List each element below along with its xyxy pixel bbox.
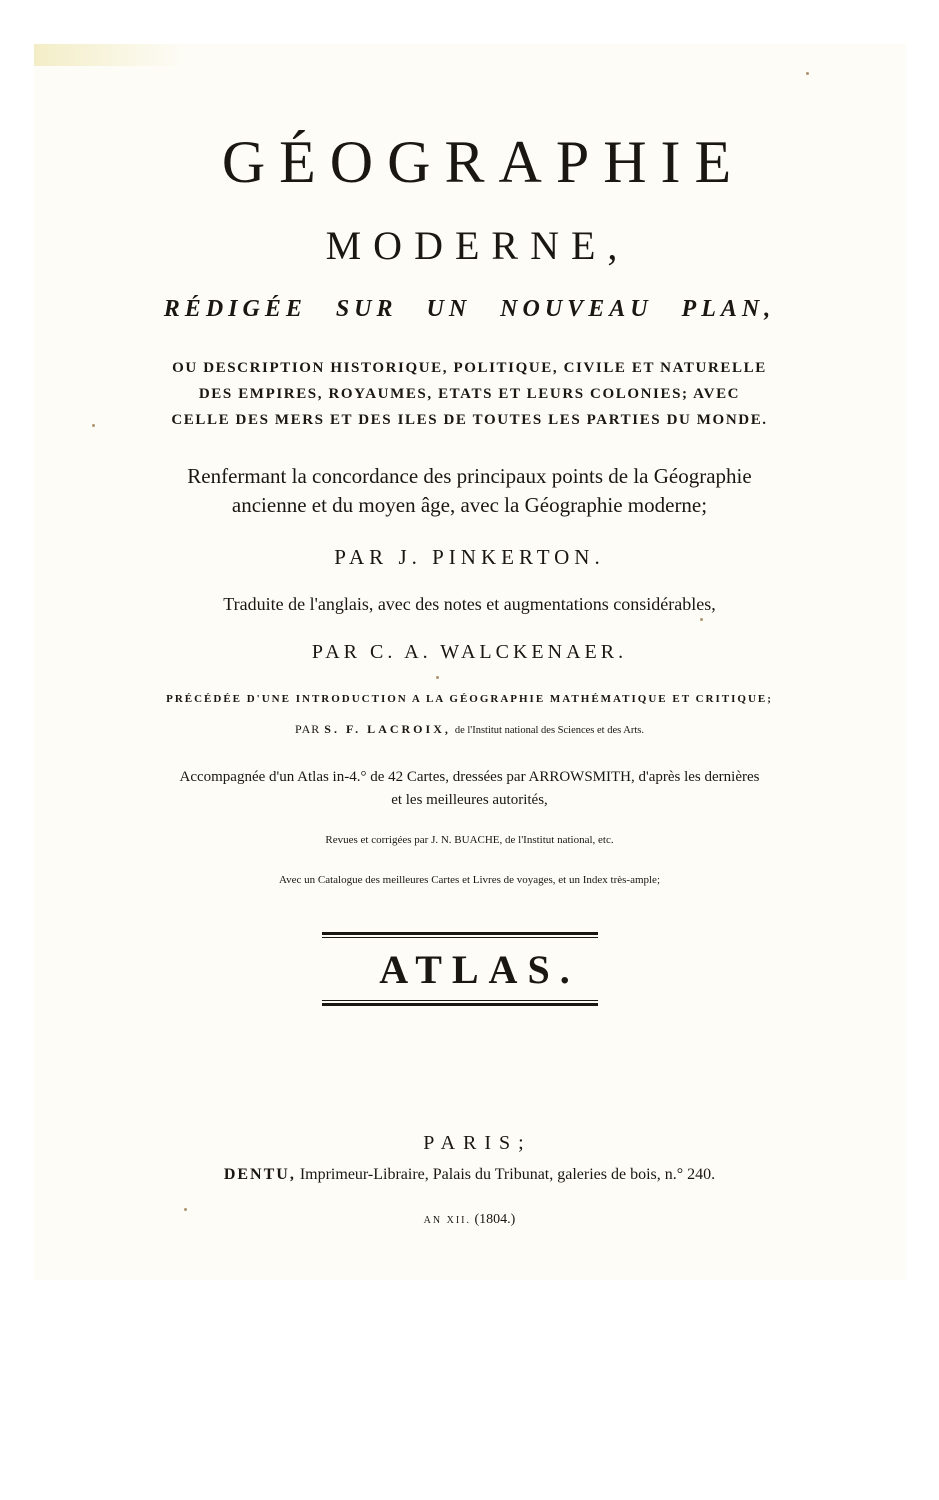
imprint-year-line xyxy=(0,1212,939,1228)
description-line-3: CELLE DES MERS ET DES ILES DE TOUTES LES PARTIES DU MONDE. xyxy=(171,412,768,428)
accompagnee-line-1: Accompagnée d'un Atlas in-4.° de 42 Cartes, dressées par ARROWSMITH, d'après les dernières xyxy=(179,769,760,785)
translation-line: Traduite de l'anglais, avec des notes et augmentations considérables, xyxy=(223,594,716,614)
paper-speck xyxy=(436,676,439,679)
title-second: MODERNE, xyxy=(325,223,630,268)
accompagnee-line-2: et les meilleures autorités, xyxy=(391,792,548,808)
imprint-publisher-line xyxy=(0,1166,939,1184)
bottom-double-rule-thin xyxy=(322,1000,598,1001)
paper-speck xyxy=(806,72,809,75)
top-double-rule-thick xyxy=(322,932,598,935)
title-main: GÉOGRAPHIE xyxy=(221,129,746,195)
imprint-city: PARIS; xyxy=(423,1132,532,1154)
subtitle: RÉDIGÉE SUR UN NOUVEAU PLAN, xyxy=(163,296,776,322)
renfermant-line-1: Renfermant la concordance des principaux points de la Géographie xyxy=(187,464,752,488)
bottom-double-rule-thick xyxy=(322,1003,598,1006)
paper-speck xyxy=(700,618,703,621)
paper-speck xyxy=(184,1208,187,1211)
imprint-year: (1804.) xyxy=(474,1212,516,1227)
top-double-rule-thin xyxy=(322,937,598,938)
lacroix-rest: de l'Institut national des Sciences et des Arts. xyxy=(454,725,644,736)
author-line: PAR J. PINKERTON. xyxy=(334,545,605,569)
imprint-address: Imprimeur-Libraire, Palais du Tribunat, galeries de bois, n.° 240. xyxy=(299,1166,716,1183)
lacroix-name: S. F. LACROIX, xyxy=(324,722,451,736)
paper-speck xyxy=(92,424,95,427)
imprint-year-label: AN XII. xyxy=(423,1215,471,1226)
renfermant-line-2: ancienne et du moyen âge, avec la Géographie moderne; xyxy=(231,493,708,517)
translator-line: PAR C. A. WALCKENAER. xyxy=(311,641,628,663)
revues-line: Revues et corrigées par J. N. BUACHE, de l'Institut national, etc. xyxy=(325,834,614,846)
imprint-publisher: DENTU, xyxy=(223,1166,296,1183)
lacroix-line xyxy=(0,722,939,737)
catalogue-line: Avec un Catalogue des meilleures Cartes et Livres de voyages, et un Index très-ample; xyxy=(279,874,660,886)
lacroix-par: PAR xyxy=(295,722,321,736)
preceded-line: PRÉCÉDÉE D'UNE INTRODUCTION A LA GÉOGRAPHIE MATHÉMATIQUE ET CRITIQUE; xyxy=(166,693,773,705)
atlas-heading: ATLAS. xyxy=(379,947,580,992)
description-line-2: DES EMPIRES, ROYAUMES, ETATS ET LEURS COLONIES; AVEC xyxy=(198,386,741,402)
description-line-1: OU DESCRIPTION HISTORIQUE, POLITIQUE, CIVILE ET NATURELLE xyxy=(172,360,767,376)
